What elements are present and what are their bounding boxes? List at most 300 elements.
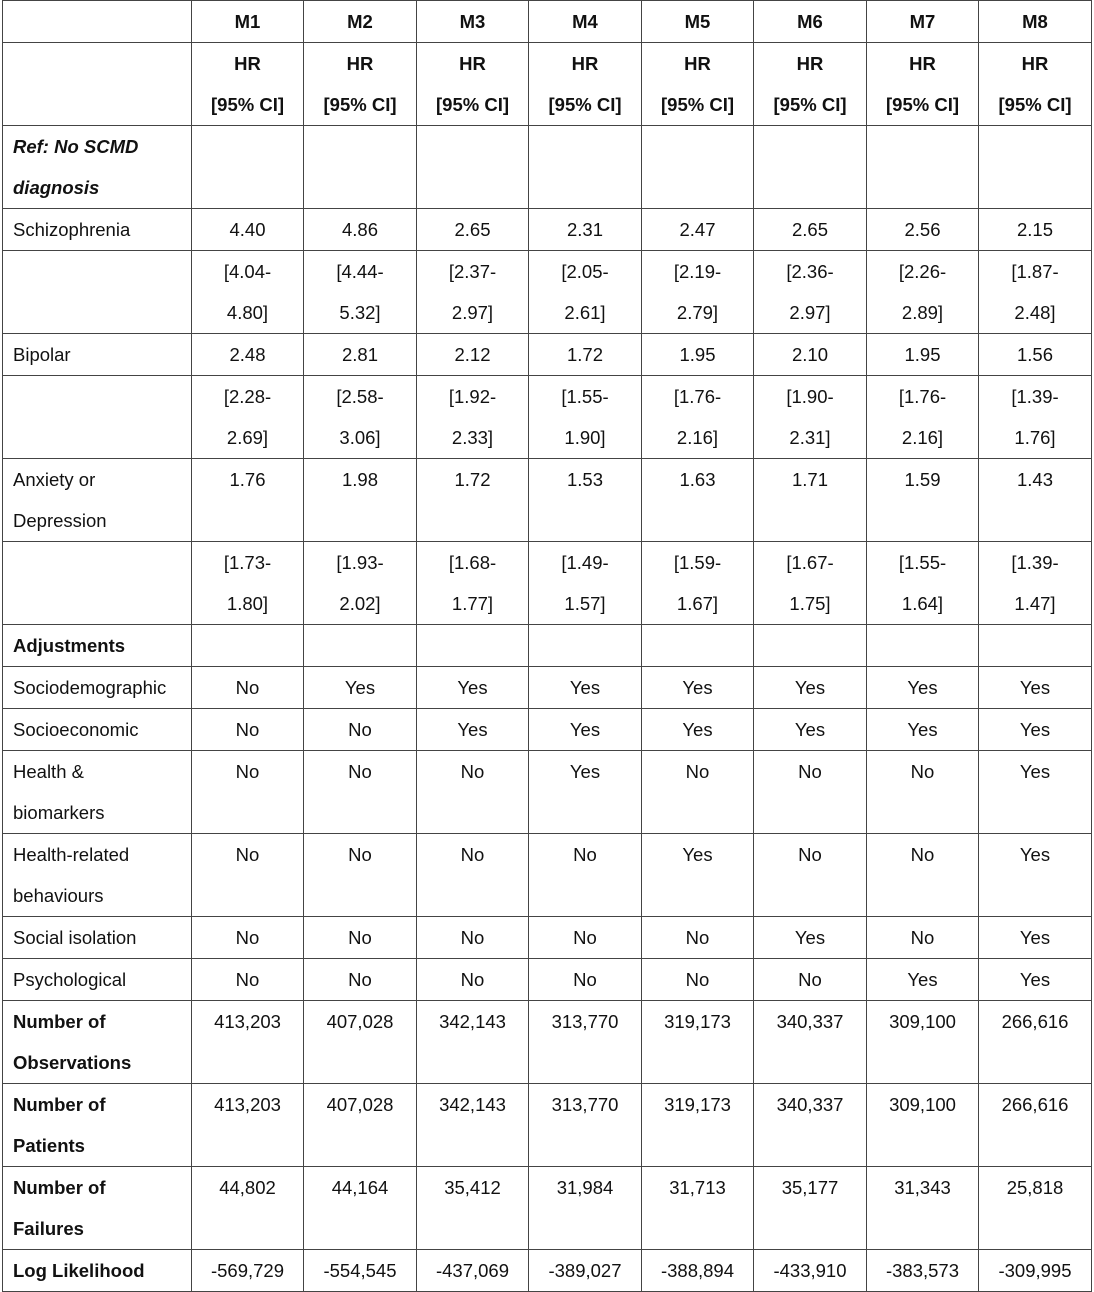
summary-row <box>3 1084 1092 1167</box>
hr-value <box>867 459 979 542</box>
cell-text: No <box>460 927 485 948</box>
diagnosis-ci-row <box>3 376 1092 459</box>
ci-value <box>304 542 417 625</box>
cell-text: 407,028 <box>326 1011 394 1032</box>
cell-text: Health-related <box>13 844 130 865</box>
hr-value <box>754 209 867 251</box>
summary-value <box>529 1001 642 1084</box>
diagnosis-label <box>3 209 192 251</box>
cell-text: 1.98 <box>341 469 378 490</box>
cell-text: [2.37- <box>448 261 497 282</box>
cell-text: Yes <box>794 719 826 740</box>
cell-text: 340,337 <box>776 1011 844 1032</box>
adjustment-row <box>3 667 1092 709</box>
cell-text: No <box>798 844 822 865</box>
cell-text: [1.76- <box>898 386 947 407</box>
adjustment-label <box>3 917 192 959</box>
cell-text: [95% CI] <box>323 94 397 115</box>
cell-text: Number of <box>13 1094 106 1115</box>
cell-text: HR <box>234 53 261 74</box>
adjustment-value <box>979 834 1092 917</box>
header-model: M2 <box>304 1 417 43</box>
summary-row <box>3 1250 1092 1292</box>
cell-text: [1.87- <box>1011 261 1059 282</box>
cell-text: 2.10 <box>791 344 828 365</box>
empty-cell <box>304 625 417 667</box>
summary-value <box>642 1001 754 1084</box>
cell-text: No <box>573 844 597 865</box>
cell-text: [2.28- <box>223 386 272 407</box>
cell-text: diagnosis <box>13 177 100 198</box>
cell-text: Adjustments <box>13 635 126 656</box>
cell-text: Yes <box>344 677 376 698</box>
empty-cell <box>529 625 642 667</box>
adjustment-value <box>867 834 979 917</box>
summary-value <box>642 1167 754 1250</box>
cell-text: 319,173 <box>664 1011 731 1032</box>
cell-text: Yes <box>794 927 826 948</box>
summary-value <box>979 1001 1092 1084</box>
adjustment-label <box>3 834 192 917</box>
cell-text: HR <box>684 53 711 74</box>
cell-text: [1.49- <box>561 552 609 573</box>
cell-text: 2.65 <box>791 219 828 240</box>
ci-value <box>304 376 417 459</box>
cell-text: 2.47 <box>679 219 716 240</box>
cell-text: [95% CI] <box>773 94 847 115</box>
cell-text: 2.33] <box>451 427 494 448</box>
cell-text: Bipolar <box>13 344 71 365</box>
adjustment-row <box>3 959 1092 1001</box>
cell-text: No <box>235 927 260 948</box>
empty-cell <box>3 251 192 334</box>
cell-text: No <box>685 761 710 782</box>
ci-value <box>529 376 642 459</box>
cell-text: HR <box>909 53 936 74</box>
adjustment-value <box>304 959 417 1001</box>
hr-value <box>304 209 417 251</box>
cell-text: 5.32] <box>339 302 381 323</box>
cell-text: HR <box>796 53 824 74</box>
cell-text: 2.81 <box>341 344 378 365</box>
cell-text: Yes <box>794 677 826 698</box>
cell-text: [1.39- <box>1011 552 1059 573</box>
cell-text: [95% CI] <box>436 94 509 115</box>
empty-cell <box>642 126 754 209</box>
cell-text: 413,203 <box>214 1011 281 1032</box>
results-table <box>2 0 1092 1292</box>
cell-text: [2.19- <box>673 261 722 282</box>
hr-value <box>867 209 979 251</box>
cell-text: 2.97] <box>451 302 494 323</box>
header-models-row <box>3 1 1092 43</box>
adjustment-value <box>867 667 979 709</box>
header-stat <box>754 43 867 126</box>
summary-value <box>304 1001 417 1084</box>
cell-text: Psychological <box>13 969 127 990</box>
corner-cell <box>3 1 192 43</box>
cell-text: 31,713 <box>669 1177 726 1198</box>
cell-text: 1.67] <box>676 593 719 614</box>
summary-value <box>642 1084 754 1167</box>
cell-text: 1.77] <box>451 593 494 614</box>
adjustment-value <box>979 959 1092 1001</box>
cell-text: Yes <box>1019 927 1051 948</box>
empty-cell <box>3 542 192 625</box>
summary-value <box>754 1001 867 1084</box>
summary-value <box>754 1084 867 1167</box>
adjustment-value <box>979 917 1092 959</box>
cell-text: biomarkers <box>13 802 105 823</box>
summary-value <box>417 1084 529 1167</box>
cell-text: [1.55- <box>898 552 947 573</box>
diagnosis-hr-row <box>3 459 1092 542</box>
adjustment-value <box>304 709 417 751</box>
adjustment-value <box>304 667 417 709</box>
cell-text: Yes <box>1019 719 1051 740</box>
empty-cell <box>979 126 1092 209</box>
adjustment-value <box>417 751 529 834</box>
cell-text: -383,573 <box>885 1260 960 1281</box>
adjustment-value <box>642 751 754 834</box>
cell-text: [1.67- <box>786 552 834 573</box>
cell-text: 2.02] <box>339 593 381 614</box>
adjustment-value <box>642 959 754 1001</box>
cell-text: Social isolation <box>13 927 137 948</box>
cell-text: No <box>348 844 372 865</box>
summary-value <box>529 1250 642 1292</box>
adjustment-value <box>192 959 304 1001</box>
adjustment-value <box>979 751 1092 834</box>
cell-text: -388,894 <box>660 1260 735 1281</box>
summary-row <box>3 1001 1092 1084</box>
hr-value <box>304 459 417 542</box>
cell-text: No <box>910 844 935 865</box>
adjustment-value <box>192 667 304 709</box>
adjustment-value <box>417 959 529 1001</box>
cell-text: Yes <box>907 969 938 990</box>
header-stat <box>304 43 417 126</box>
hr-value <box>754 459 867 542</box>
adjustment-value <box>754 834 867 917</box>
adjustment-value <box>754 751 867 834</box>
summary-value <box>754 1167 867 1250</box>
cell-text: 4.86 <box>341 219 378 240</box>
cell-text: 1.53 <box>566 469 603 490</box>
header-stat <box>642 43 754 126</box>
hr-value <box>979 334 1092 376</box>
cell-text: 2.15 <box>1016 219 1053 240</box>
summary-value <box>529 1167 642 1250</box>
cell-text: Yes <box>1019 969 1051 990</box>
header-stat <box>529 43 642 126</box>
diagnosis-hr-row <box>3 334 1092 376</box>
cell-text: 2.97] <box>789 302 831 323</box>
hr-value <box>192 209 304 251</box>
cell-text: Number of <box>13 1011 106 1032</box>
cell-text: Yes <box>457 719 488 740</box>
summary-row <box>3 1167 1092 1250</box>
empty-cell <box>867 126 979 209</box>
ci-value <box>529 542 642 625</box>
summary-value <box>417 1167 529 1250</box>
ci-value <box>867 251 979 334</box>
diagnosis-ci-row <box>3 542 1092 625</box>
hr-value <box>417 209 529 251</box>
cell-text: [95% CI] <box>211 94 284 115</box>
adjustment-value <box>754 709 867 751</box>
summary-value <box>979 1167 1092 1250</box>
adjustment-value <box>192 834 304 917</box>
summary-value <box>417 1250 529 1292</box>
cell-text: [1.39- <box>1011 386 1059 407</box>
cell-text: 1.71 <box>791 469 828 490</box>
summary-value <box>192 1084 304 1167</box>
empty-cell <box>417 126 529 209</box>
ci-value <box>867 542 979 625</box>
cell-text: No <box>348 719 372 740</box>
hr-value <box>192 459 304 542</box>
cell-text: No <box>235 969 260 990</box>
cell-text: 313,770 <box>551 1011 619 1032</box>
cell-text: 1.75] <box>789 593 831 614</box>
cell-text: 4.80] <box>226 302 269 323</box>
cell-text: [4.04- <box>223 261 272 282</box>
adjustment-value <box>529 667 642 709</box>
cell-text: Failures <box>13 1218 84 1239</box>
adjustment-row <box>3 751 1092 834</box>
summary-label <box>3 1084 192 1167</box>
cell-text: No <box>573 927 597 948</box>
header-model: M3 <box>417 1 529 43</box>
cell-text: 1.59 <box>904 469 941 490</box>
hr-value <box>642 334 754 376</box>
cell-text: 319,173 <box>664 1094 731 1115</box>
cell-text: No <box>235 761 260 782</box>
header-stat <box>417 43 529 126</box>
cell-text: Yes <box>682 719 713 740</box>
hr-value <box>867 334 979 376</box>
cell-text: No <box>460 761 485 782</box>
header-stat-row <box>3 43 1092 126</box>
adjustment-row <box>3 834 1092 917</box>
cell-text: [1.90- <box>786 386 834 407</box>
cell-text: [2.36- <box>786 261 834 282</box>
reference-row <box>3 126 1092 209</box>
cell-text: Sociodemographic <box>13 677 167 698</box>
adjustment-value <box>417 834 529 917</box>
cell-text: Ref: No SCMD <box>13 136 139 157</box>
cell-text: Health & <box>13 761 84 782</box>
cell-text: 313,770 <box>551 1094 619 1115</box>
hr-value <box>642 459 754 542</box>
cell-text: HR <box>346 53 374 74</box>
cell-text: 1.57] <box>564 593 606 614</box>
adjustment-value <box>979 709 1092 751</box>
adjustments-heading <box>3 625 192 667</box>
cell-text: 35,177 <box>781 1177 839 1198</box>
summary-value <box>192 1250 304 1292</box>
adjustment-value <box>867 709 979 751</box>
cell-text: 1.76 <box>229 469 266 490</box>
summary-label <box>3 1001 192 1084</box>
adjustment-value <box>529 751 642 834</box>
cell-text: No <box>348 761 372 782</box>
cell-text: -569,729 <box>210 1260 285 1281</box>
diagnosis-label <box>3 334 192 376</box>
adjustment-value <box>642 917 754 959</box>
cell-text: [1.73- <box>223 552 272 573</box>
cell-text: Yes <box>907 719 938 740</box>
adjustment-value <box>304 917 417 959</box>
adjustment-value <box>417 709 529 751</box>
hr-value <box>642 209 754 251</box>
summary-value <box>979 1084 1092 1167</box>
cell-text: [95% CI] <box>886 94 959 115</box>
adjustments-heading-row <box>3 625 1092 667</box>
cell-text: [95% CI] <box>661 94 734 115</box>
adjustment-value <box>754 917 867 959</box>
cell-text: 2.16] <box>901 427 944 448</box>
cell-text: Yes <box>907 677 938 698</box>
ci-value <box>754 251 867 334</box>
cell-text: [95% CI] <box>548 94 622 115</box>
cell-text: No <box>798 761 822 782</box>
cell-text: Yes <box>682 844 713 865</box>
diagnosis-hr-row <box>3 209 1092 251</box>
cell-text: 2.79] <box>676 302 719 323</box>
adjustment-value <box>304 834 417 917</box>
cell-text: 413,203 <box>214 1094 281 1115</box>
cell-text: -389,027 <box>548 1260 622 1281</box>
header-stat <box>979 43 1092 126</box>
cell-text: 407,028 <box>326 1094 394 1115</box>
ci-value <box>979 542 1092 625</box>
cell-text: 1.72 <box>454 469 491 490</box>
empty-cell <box>3 376 192 459</box>
adjustment-value <box>417 667 529 709</box>
summary-label <box>3 1250 192 1292</box>
header-model: M1 <box>192 1 304 43</box>
cell-text: [1.76- <box>673 386 722 407</box>
summary-value <box>304 1084 417 1167</box>
cell-text: [1.93- <box>336 552 384 573</box>
cell-text: 25,818 <box>1006 1177 1064 1198</box>
hr-value <box>529 209 642 251</box>
cell-text: Yes <box>569 677 601 698</box>
cell-text: 1.76] <box>1014 427 1056 448</box>
summary-value <box>867 1250 979 1292</box>
ci-value <box>754 542 867 625</box>
hr-value <box>529 334 642 376</box>
summary-value <box>642 1250 754 1292</box>
summary-value <box>192 1001 304 1084</box>
summary-value <box>304 1167 417 1250</box>
cell-text: Depression <box>13 510 107 531</box>
hr-value <box>529 459 642 542</box>
cell-text: 266,616 <box>1001 1011 1069 1032</box>
hr-value <box>754 334 867 376</box>
hr-value <box>192 334 304 376</box>
empty-cell <box>754 126 867 209</box>
summary-value <box>867 1084 979 1167</box>
adjustment-label <box>3 667 192 709</box>
ci-value <box>642 542 754 625</box>
empty-cell <box>979 625 1092 667</box>
cell-text: 2.65 <box>454 219 491 240</box>
empty-cell <box>417 625 529 667</box>
cell-text: Yes <box>1019 761 1051 782</box>
cell-text: [2.26- <box>898 261 947 282</box>
empty-cell <box>192 126 304 209</box>
header-model: M5 <box>642 1 754 43</box>
header-stat <box>192 43 304 126</box>
diagnosis-label <box>3 459 192 542</box>
ci-value <box>642 376 754 459</box>
adjustment-value <box>304 751 417 834</box>
cell-text: Yes <box>1019 677 1051 698</box>
summary-label <box>3 1167 192 1250</box>
cell-text: [1.55- <box>561 386 609 407</box>
cell-text: 309,100 <box>889 1094 956 1115</box>
empty-cell <box>867 625 979 667</box>
cell-text: Schizophrenia <box>13 219 131 240</box>
summary-value <box>754 1250 867 1292</box>
adjustment-value <box>529 709 642 751</box>
cell-text: [4.44- <box>336 261 384 282</box>
ci-value <box>192 251 304 334</box>
cell-text: Yes <box>682 677 713 698</box>
adjustment-row <box>3 709 1092 751</box>
cell-text: [95% CI] <box>998 94 1072 115</box>
adjustment-value <box>867 917 979 959</box>
cell-text: 2.31] <box>789 427 831 448</box>
cell-text: [1.68- <box>448 552 497 573</box>
adjustment-value <box>192 709 304 751</box>
adjustment-value <box>529 959 642 1001</box>
table-body <box>3 1 1092 1292</box>
header-model: M4 <box>529 1 642 43</box>
cell-text: 2.48 <box>229 344 266 365</box>
adjustment-value <box>642 667 754 709</box>
hr-value <box>304 334 417 376</box>
cell-text: -437,069 <box>435 1260 510 1281</box>
empty-cell <box>304 126 417 209</box>
empty-cell <box>754 625 867 667</box>
header-model: M8 <box>979 1 1092 43</box>
diagnosis-ci-row <box>3 251 1092 334</box>
adjustment-value <box>867 751 979 834</box>
cell-text: [2.05- <box>561 261 609 282</box>
summary-value <box>529 1084 642 1167</box>
cell-text: 342,143 <box>439 1094 506 1115</box>
cell-text: 1.64] <box>901 593 944 614</box>
cell-text: No <box>910 927 935 948</box>
cell-text: 1.47] <box>1014 593 1056 614</box>
cell-text: No <box>235 719 260 740</box>
cell-text: 2.12 <box>454 344 491 365</box>
cell-text: 31,343 <box>894 1177 951 1198</box>
adjustment-value <box>754 667 867 709</box>
reference-label <box>3 126 192 209</box>
cell-text: No <box>235 844 260 865</box>
adjustment-row <box>3 917 1092 959</box>
adjustment-label <box>3 959 192 1001</box>
cell-text: No <box>685 969 710 990</box>
cell-text: Log Likelihood <box>13 1260 145 1281</box>
cell-text: -554,545 <box>323 1260 397 1281</box>
cell-text: Observations <box>13 1052 132 1073</box>
